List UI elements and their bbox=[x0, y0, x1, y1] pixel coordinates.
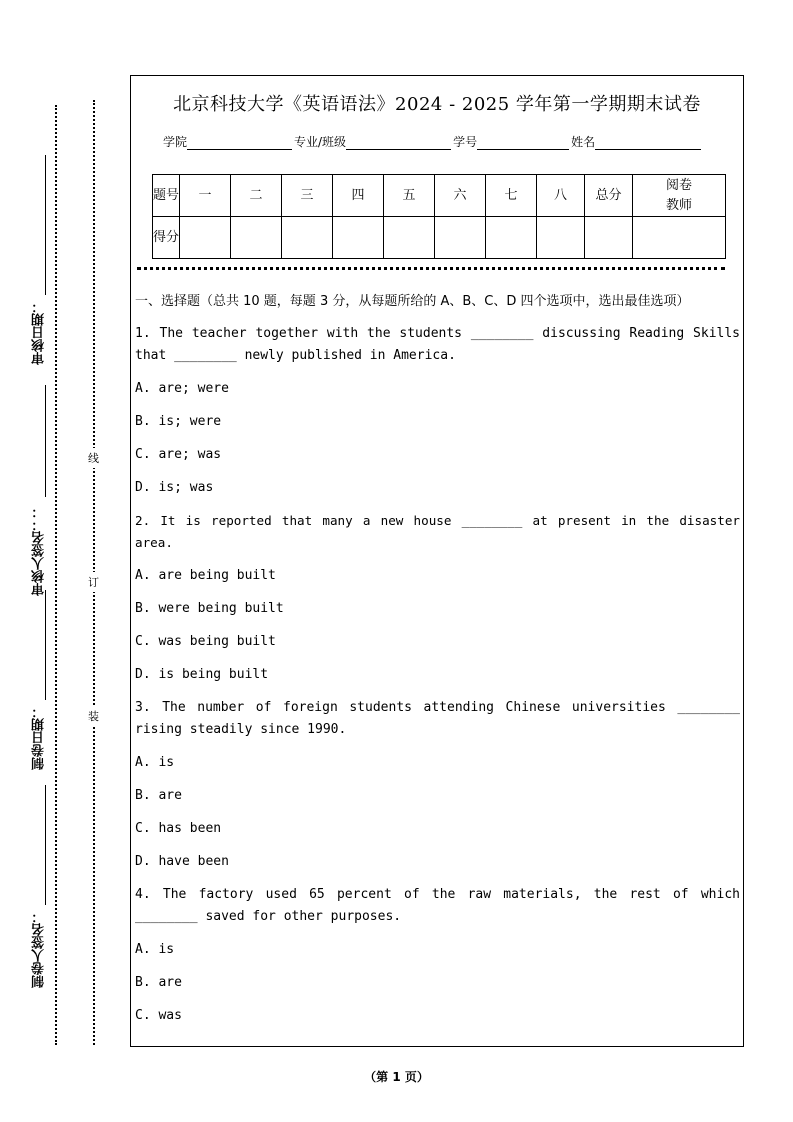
question-stem: 1. The teacher together with the students ________ discussing Reading Skills that ________ newly published in America. bbox=[135, 326, 740, 363]
option-item: A. is bbox=[135, 942, 175, 957]
option-item: C. was bbox=[135, 1008, 182, 1023]
review-date-line bbox=[45, 155, 46, 295]
score-cell[interactable] bbox=[180, 217, 231, 259]
student-info-row bbox=[163, 133, 703, 150]
question-stem: 4. The factory used 65 percent of the raw materials, the rest of which ________ saved for other purposes. bbox=[135, 887, 740, 924]
major-label: 专业/班级 bbox=[294, 135, 347, 149]
question-stem: 3. The number of foreign students attending Chinese universities ________ rising steadily since 1990. bbox=[135, 700, 740, 737]
student-id-label: 学号 bbox=[453, 135, 478, 149]
section-heading: 一、选择题（总共 10 题，每题 3 分，从每题所给的 A、B、C、D 四个选项中，选出最佳选项） bbox=[135, 294, 690, 309]
option-item: A. are being built bbox=[135, 568, 276, 583]
name-label: 姓名 bbox=[571, 135, 596, 149]
score-cell[interactable] bbox=[333, 217, 384, 259]
score-table-header-row bbox=[153, 175, 726, 217]
maker-sign-label: 制卷人签名： bbox=[32, 910, 47, 988]
option-item: A. are; were bbox=[135, 381, 229, 396]
col-header: 七 bbox=[486, 175, 537, 217]
option-item: C. was being built bbox=[135, 634, 276, 649]
binding-char-zhuang: 装 bbox=[88, 706, 99, 726]
reviewer-sign-line bbox=[45, 385, 46, 497]
make-date-label: 制卷日期： bbox=[32, 705, 47, 770]
exam-title: 北京科技大学《英语语法》2024 - 2025 学年第一学期期末试卷 bbox=[173, 94, 701, 115]
option-item: D. is being built bbox=[135, 667, 269, 682]
total-score-cell[interactable] bbox=[585, 217, 633, 259]
option-item: B. are bbox=[135, 975, 182, 990]
review-date-label: 审核日期： bbox=[32, 300, 47, 365]
option-item: D. is; was bbox=[135, 480, 214, 495]
option-item: A. is bbox=[135, 755, 175, 770]
col-header: 五 bbox=[384, 175, 435, 217]
score-table bbox=[152, 174, 726, 259]
college-label: 学院 bbox=[163, 135, 188, 149]
option-item: B. is; were bbox=[135, 414, 222, 429]
page-number: （第 1 页） bbox=[364, 1070, 429, 1084]
option-item: B. are bbox=[135, 788, 182, 803]
binding-char-xian: 线 bbox=[88, 448, 99, 468]
option-item: B. were being built bbox=[135, 601, 284, 616]
score-cell[interactable] bbox=[384, 217, 435, 259]
score-cell[interactable] bbox=[435, 217, 486, 259]
col-header: 二 bbox=[231, 175, 282, 217]
col-header: 六 bbox=[435, 175, 486, 217]
score-cell[interactable] bbox=[231, 217, 282, 259]
score-cell[interactable] bbox=[537, 217, 585, 259]
score-table-score-row bbox=[153, 217, 726, 259]
score-cell[interactable] bbox=[282, 217, 333, 259]
maker-sign-line bbox=[45, 785, 46, 905]
col-header: 八 bbox=[537, 175, 585, 217]
row-header-defen: 得分 bbox=[153, 217, 180, 259]
college-field[interactable] bbox=[187, 137, 292, 150]
question-section bbox=[135, 291, 740, 1038]
col-header: 四 bbox=[333, 175, 384, 217]
binding-dotted-line-left bbox=[55, 105, 57, 1045]
col-header-total: 总分 bbox=[585, 175, 633, 217]
col-header-grader: 阅卷教师 bbox=[633, 175, 726, 217]
binding-char-ding: 订 bbox=[88, 572, 99, 592]
score-cell[interactable] bbox=[486, 217, 537, 259]
major-field[interactable] bbox=[346, 137, 451, 150]
row-header-tihao: 题号 bbox=[153, 175, 180, 217]
student-id-field[interactable] bbox=[477, 137, 569, 150]
question-stem: 2. It is reported that many a new house ________ at present in the disaster area. bbox=[135, 513, 740, 550]
col-header: 一 bbox=[180, 175, 231, 217]
name-field[interactable] bbox=[595, 137, 701, 150]
option-item: C. are; was bbox=[135, 447, 222, 462]
option-item: D. have been bbox=[135, 854, 229, 869]
col-header: 三 bbox=[282, 175, 333, 217]
grader-cell[interactable] bbox=[633, 217, 726, 259]
option-item: C. has been bbox=[135, 821, 222, 836]
dotted-separator bbox=[137, 267, 725, 270]
reviewer-sign-label: 审核人签名：： bbox=[32, 505, 47, 596]
exam-frame bbox=[130, 75, 744, 1047]
make-date-line bbox=[45, 590, 46, 700]
